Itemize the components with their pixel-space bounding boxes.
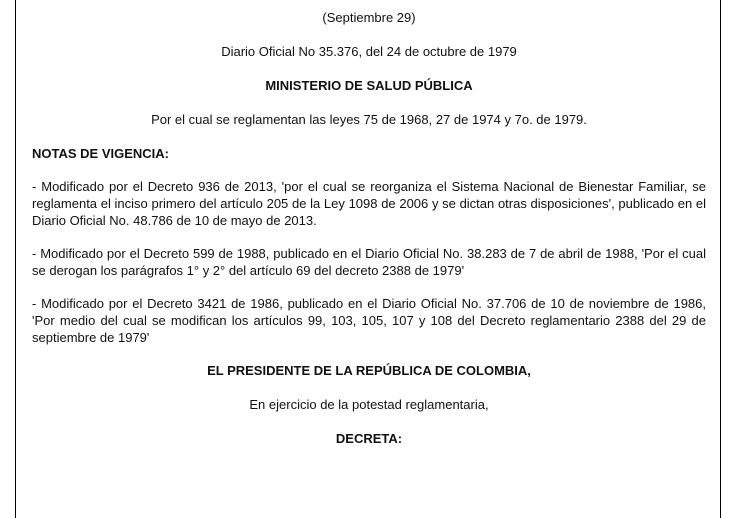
president-heading: EL PRESIDENTE DE LA REPÚBLICA DE COLOMBIA,	[207, 363, 531, 378]
document-body	[32, 9, 706, 448]
ministry-heading: MINISTERIO DE SALUD PÚBLICA	[265, 78, 473, 93]
notes-heading: NOTAS DE VIGENCIA:	[32, 146, 169, 161]
note-item: - Modificado por el Decreto 3421 de 1986, publicado en el Diario Oficial No. 37.706 de 10 de noviembre de 1986, 'Por medio del cual se modifican los artículos 99, 103, 105, 107 y 108 del Decreto reglamentario 2388 del 29 de septiembre de 1979'	[32, 296, 706, 345]
note-item: - Modificado por el Decreto 936 de 2013, 'por el cual se reorganiza el Sistema Nacional de Bienestar Familiar, se reglamenta el inciso primero del artículo 205 de la Ley 1098 de 2006 y se dictan otras disposiciones', publicado en el Diario Oficial No. 48.786 de 10 de mayo de 2013.	[32, 179, 706, 228]
decreta-heading: DECRETA:	[335, 431, 403, 446]
diario-oficial-line: Diario Oficial No 35.376, del 24 de octubre de 1979	[221, 44, 517, 59]
regulation-line: Por el cual se reglamentan las leyes 75 de 1968, 27 de 1974 y 7o. de 1979.	[151, 112, 587, 127]
document-page	[15, 0, 721, 518]
note-item: - Modificado por el Decreto 599 de 1988, publicado en el Diario Oficial No. 38.283 de 7 de abril de 1988, 'Por el cual se derogan los parágrafos 1° y 2° del artículo 69 del decreto 2388 de 1979'	[32, 246, 706, 278]
exercise-line: En ejercicio de la potestad reglamentaria,	[249, 397, 489, 412]
date-line: (Septiembre 29)	[322, 10, 416, 25]
